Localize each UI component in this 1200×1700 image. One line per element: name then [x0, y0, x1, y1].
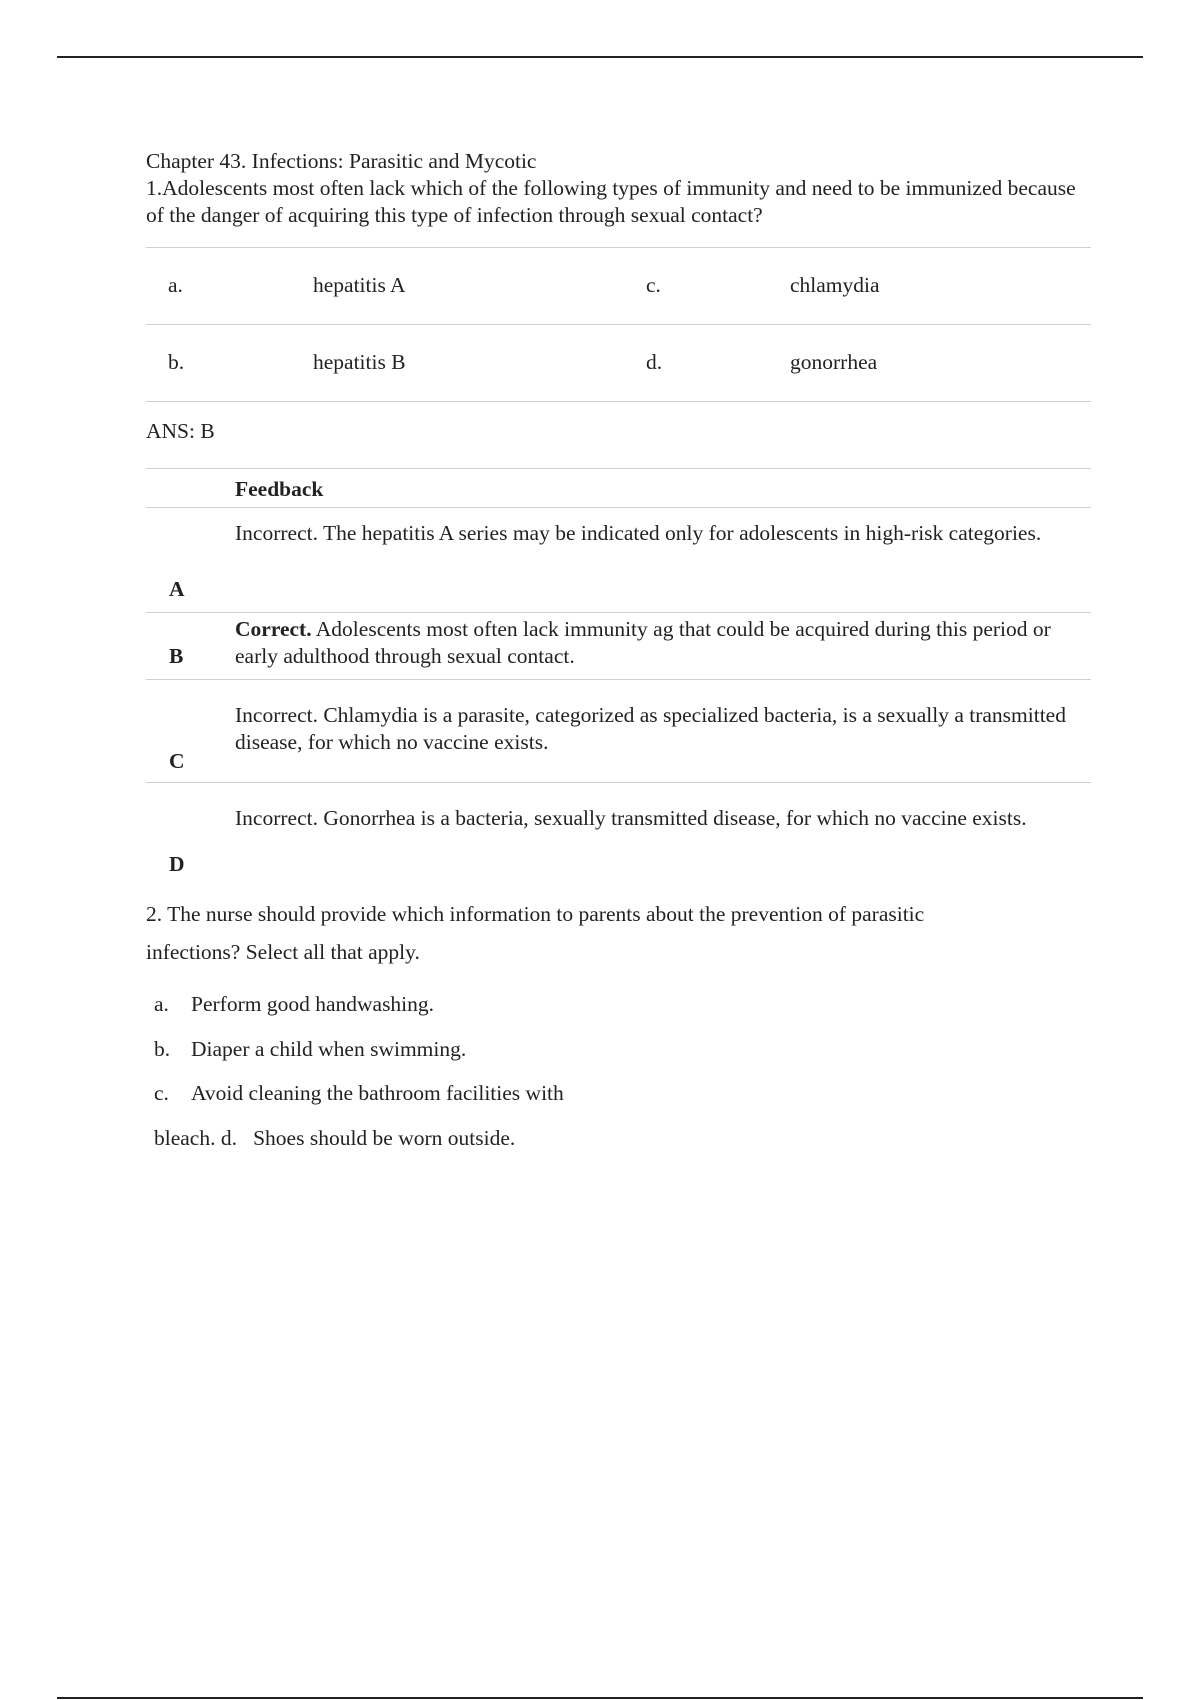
choice-text: gonorrhea [790, 350, 878, 374]
choice-row [146, 247, 1091, 325]
question-1-choices [146, 247, 1091, 402]
feedback-letter: C [169, 749, 185, 773]
choice-label: a. [168, 273, 183, 297]
feedback-correct-lead: Correct. [235, 617, 312, 641]
feedback-header-row [146, 468, 1091, 508]
choice-label: b. [168, 350, 185, 374]
choice-text: hepatitis A [313, 273, 406, 297]
choice-label: c. [646, 273, 661, 297]
question-1-text: 1.Adolescents most often lack which of the following types of immunity and need to be immunized because of the danger of acquiring this type of infection through sexual contact? [146, 176, 1076, 227]
choice-text: chlamydia [790, 273, 880, 297]
option-text: Avoid cleaning the bathroom facilities with [191, 1081, 564, 1105]
option-label: a. [154, 992, 169, 1016]
document-body [146, 148, 1091, 1169]
question-2-options [154, 991, 1091, 1169]
feedback-text: Incorrect. Chlamydia is a parasite, categorized as specialized bacteria, is a sexually a transmitted disease, for which no vaccine exists. [235, 703, 1066, 754]
list-item [154, 991, 1091, 1036]
option-text: Perform good handwashing. [191, 992, 435, 1016]
option-label: c. [154, 1081, 169, 1105]
feedback-letter: A [169, 577, 185, 601]
top-rule [57, 56, 1143, 58]
feedback-table [146, 468, 1091, 883]
feedback-text: Incorrect. Gonorrhea is a bacteria, sexually transmitted disease, for which no vaccine exists. [235, 806, 1027, 830]
list-item [154, 1036, 1091, 1081]
list-item-last: bleach. d. Shoes should be worn outside. [154, 1125, 516, 1150]
list-item [154, 1080, 1091, 1125]
feedback-row [146, 783, 1091, 883]
feedback-header: Feedback [235, 477, 324, 501]
choice-row [146, 325, 1091, 402]
option-label: b. [154, 1036, 171, 1061]
feedback-letter: D [169, 852, 185, 876]
feedback-text-wrap [235, 616, 1071, 670]
chapter-title: Chapter 43. Infections: Parasitic and Mycotic [146, 149, 537, 173]
choice-label: d. [646, 350, 663, 374]
feedback-text: Adolescents most often lack immunity ag that could be acquired during this period or early adulthood through sexual contact. [235, 617, 1051, 668]
feedback-letter: B [169, 644, 184, 668]
bottom-rule [57, 1697, 1143, 1699]
answer-line: ANS: B [146, 419, 215, 443]
feedback-row [146, 613, 1091, 680]
option-text: Diaper a child when swimming. [191, 1036, 467, 1061]
feedback-row [146, 680, 1091, 783]
feedback-text: Incorrect. The hepatitis A series may be indicated only for adolescents in high-risk categories. [235, 521, 1042, 545]
feedback-row [146, 508, 1091, 613]
choice-text: hepatitis B [313, 350, 406, 374]
question-2-text: 2. The nurse should provide which information to parents about the prevention of parasitic infections? Select all that apply. [146, 902, 925, 964]
